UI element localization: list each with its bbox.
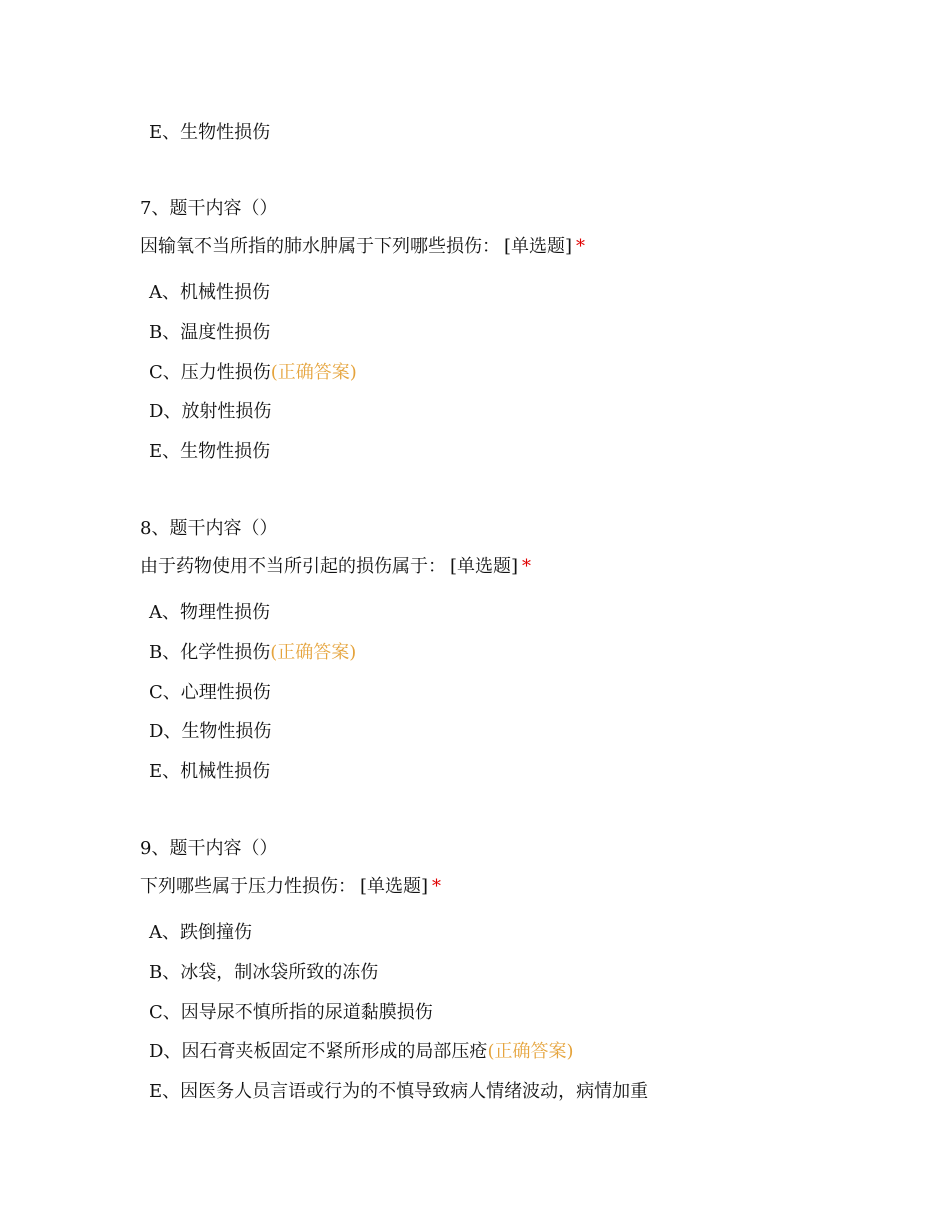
required-marker: *: [432, 876, 442, 897]
option-text: 生物性损伤: [180, 441, 271, 462]
option-letter: A、: [149, 282, 180, 303]
question-type: [单选题]: [504, 236, 573, 257]
stem-text: 因输氧不当所指的肺水肿属于下列哪些损伤：: [140, 236, 500, 257]
option-text: 机械性损伤: [180, 282, 270, 303]
option-letter: E、: [149, 761, 181, 782]
question-8: [140, 516, 531, 799]
correct-answer-marker: (正确答案): [270, 361, 357, 383]
question-stem: [140, 554, 531, 580]
required-marker: *: [576, 236, 586, 257]
correct-answer-marker: (正确答案): [270, 641, 357, 663]
question-title: 8、题干内容（）: [140, 518, 278, 539]
option-letter: E、: [149, 1081, 181, 1102]
option-text: 因石膏夹板固定不紧所形成的局部压疮: [181, 1041, 488, 1063]
option-d: [149, 1039, 648, 1065]
option-c: [149, 360, 585, 386]
option-letter: E、: [149, 122, 181, 143]
option-letter: E、: [149, 441, 181, 462]
option-c: [149, 680, 531, 706]
option-letter: D、: [149, 1041, 182, 1063]
correct-answer-marker: (正确答案): [487, 1041, 574, 1063]
question-stem: [140, 874, 648, 900]
option-letter: C、: [149, 361, 181, 383]
option-letter: C、: [149, 681, 181, 703]
option-letter: D、: [149, 401, 182, 423]
question-title: 9、题干内容（）: [140, 838, 278, 859]
option-c: [149, 1000, 648, 1026]
option-b: [149, 640, 531, 666]
option-text: 因导尿不慎所指的尿道黏膜损伤: [180, 1001, 433, 1023]
option-a: [149, 280, 585, 306]
stem-text: 下列哪些属于压力性损伤：: [140, 876, 356, 897]
option-letter: A、: [149, 602, 180, 623]
option-text: 物理性损伤: [180, 602, 270, 623]
option-a: [149, 920, 648, 946]
question-title: 7、题干内容（）: [140, 198, 278, 219]
option-e: [149, 759, 531, 785]
required-marker: *: [522, 556, 532, 577]
option-text: 压力性损伤: [180, 361, 271, 383]
option-text: 生物性损伤: [181, 721, 272, 743]
question-type: [单选题]: [450, 556, 519, 577]
option-text: 放射性损伤: [181, 401, 272, 423]
question-7: [140, 196, 585, 479]
option-d: [149, 399, 585, 425]
options-list: [140, 600, 531, 785]
option-text: 跌倒撞伤: [180, 922, 252, 943]
options-list: [140, 920, 648, 1105]
question-type: [单选题]: [360, 876, 429, 897]
option-a: [149, 600, 531, 626]
options-list: [140, 280, 585, 465]
option-d: [149, 719, 531, 745]
option-text: 心理性损伤: [180, 681, 271, 703]
option-text: 机械性损伤: [180, 761, 271, 782]
option-text: 生物性损伤: [180, 122, 271, 143]
option-letter: B、: [149, 321, 181, 343]
option-text: 因医务人员言语或行为的不慎导致病人情绪波动，病情加重: [180, 1081, 649, 1102]
option-text: 化学性损伤: [180, 641, 271, 663]
option-text: 温度性损伤: [180, 321, 271, 343]
option-letter: C、: [149, 1001, 181, 1023]
option-letter: B、: [149, 641, 181, 663]
option-e-previous-question: [149, 120, 270, 146]
option-letter: D、: [149, 721, 182, 743]
option-e: [149, 1079, 648, 1105]
option-b: [149, 320, 585, 346]
option-e: [149, 439, 585, 465]
question-stem: [140, 234, 585, 260]
question-9: [140, 836, 648, 1119]
option-b: [149, 960, 648, 986]
option-letter: B、: [149, 961, 181, 983]
option-letter: A、: [149, 922, 180, 943]
option-text: 冰袋，制冰袋所致的冻伤: [180, 961, 379, 983]
stem-text: 由于药物使用不当所引起的损伤属于：: [140, 556, 446, 577]
